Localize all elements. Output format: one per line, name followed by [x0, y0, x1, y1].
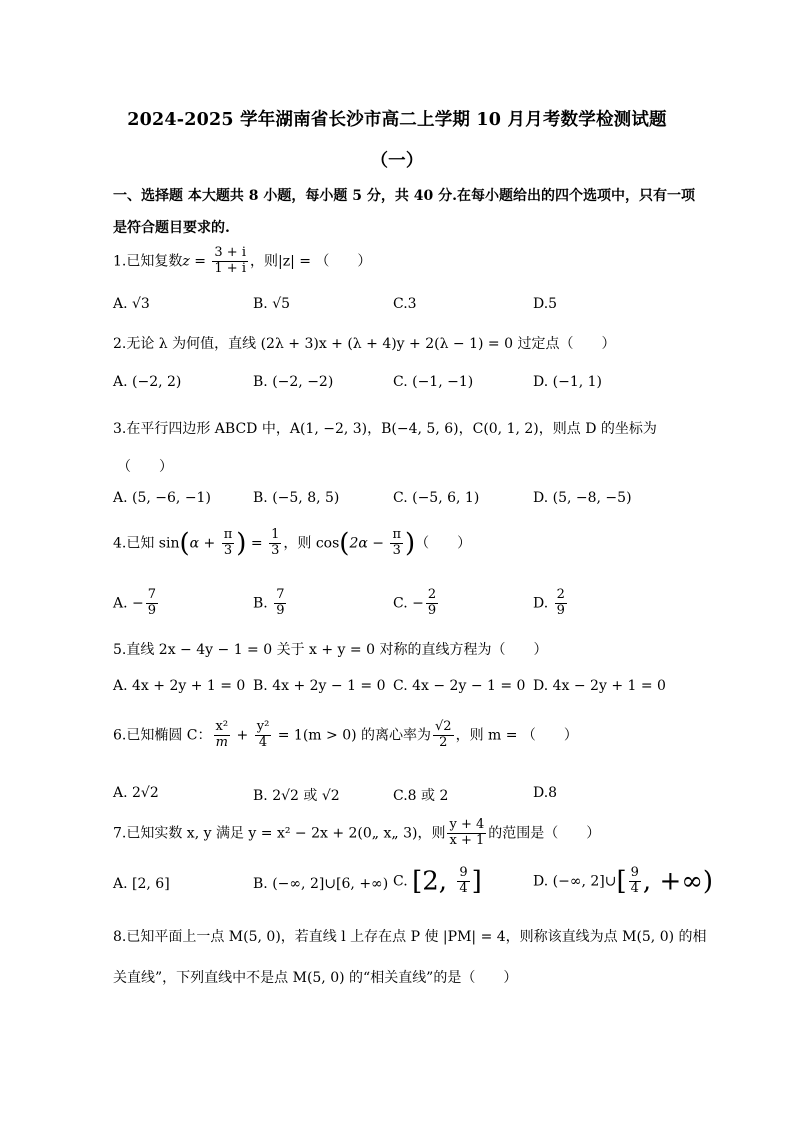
- question-8-stem: 8.已知平面上一点 M(5, 0)，若直线 l 上存在点 P 使 |PM| = 4，则称该直线为点 M(5, 0) 的相: [113, 929, 707, 945]
- question-6-stem: 6.已知椭圆 C： $\frac{\text{x²}}{m}$ + $\frac{\text{y²}}{4}$ = 1(m > 0) 的离心率为 $\frac{√2}{2}$ ，则 m = （ ）: [113, 719, 578, 750]
- question-1-option-c[interactable]: C.3: [393, 296, 417, 312]
- question-4-option-c[interactable]: C. − $\frac{2}{9}$: [393, 587, 437, 618]
- question-3-stem: 3.在平行四边形 ABCD 中，A(1, −2, 3)，B(−4, 5, 6)，C(0, 1, 2)，则点 D 的坐标为: [113, 421, 657, 437]
- question-7-stem: 7.已知实数 x, y 满足 y = x² − 2x + 2(0„ x„ 3)，则 $\frac{y + 4}{x + 1}$ 的范围是（ ）: [113, 817, 601, 848]
- question-6-option-b[interactable]: B. 2√2 或 √2: [253, 788, 340, 804]
- question-1-option-d[interactable]: D.5: [533, 296, 558, 312]
- question-4-option-a[interactable]: A. − $\frac{7}{9}$: [113, 587, 157, 618]
- question-5-option-b[interactable]: B. 4x + 2y − 1 = 0: [253, 678, 386, 694]
- fraction: $\frac{√2}{2}$: [435, 719, 452, 750]
- section-heading-cont: 是符合题目要求的.: [113, 220, 230, 236]
- question-2-option-b[interactable]: B. (−2, −2): [253, 374, 334, 390]
- question-5-option-d[interactable]: D. 4x − 2y + 1 = 0: [533, 678, 666, 694]
- question-2-option-a[interactable]: A. (−2, 2): [113, 374, 182, 390]
- question-4-option-d[interactable]: D. $\frac{2}{9}$: [533, 587, 565, 618]
- question-5-option-c[interactable]: C. 4x − 2y − 1 = 0: [393, 678, 526, 694]
- question-7-option-c[interactable]: C. [2, $\frac{9}{4}$ ]: [393, 865, 482, 897]
- exam-title: 2024-2025 学年湖南省长沙市高二上学期 10 月月考数学检测试题: [127, 110, 667, 130]
- section-heading: 一、选择题 本大题共 8 小题，每小题 5 分，共 40 分.在每小题给出的四个选项中，只有一项: [113, 188, 695, 204]
- question-1-option-a[interactable]: A. √3: [113, 296, 150, 312]
- question-1-stem: 1.已知复数z = $\frac{3 + i}{1 + i}$ ，则|z| = （ ）: [113, 245, 372, 276]
- fraction: $\frac{\text{y²}}{4}$: [256, 719, 270, 750]
- fraction: $\frac{\text{x²}}{m}$: [215, 719, 229, 750]
- question-4-stem: 4.已知 sin(α + $\frac{\pi}{3}$ ) = $\frac{1}{3}$ ，则 cos(2α − $\frac{\pi}{3}$ )（ ）: [113, 527, 472, 559]
- question-5-option-a[interactable]: A. 4x + 2y + 1 = 0: [113, 678, 246, 694]
- question-3-option-d[interactable]: D. (5, −8, −5): [533, 490, 632, 506]
- question-4-option-b[interactable]: B. $\frac{7}{9}$: [253, 587, 285, 618]
- question-3-option-b[interactable]: B. (−5, 8, 5): [253, 490, 340, 506]
- question-1-option-b[interactable]: B. √5: [253, 296, 291, 312]
- fraction: $\frac{\pi}{3}$: [392, 527, 401, 558]
- exam-subtitle: （一）: [370, 151, 424, 171]
- question-3-option-c[interactable]: C. (−5, 6, 1): [393, 490, 480, 506]
- question-7-option-b[interactable]: B. (−∞, 2]∪[6, +∞): [253, 876, 389, 892]
- question-8-stem-cont: 关直线”，下列直线中不是点 M(5, 0) 的“相关直线”的是（ ）: [113, 970, 518, 986]
- fraction: $\frac{y + 4}{x + 1}$: [449, 817, 485, 848]
- question-7-option-d[interactable]: D. (−∞, 2]∪[ $\frac{9}{4}$ , +∞): [533, 865, 714, 897]
- fraction: $\frac{1}{3}$: [271, 527, 280, 558]
- question-2-option-c[interactable]: C. (−1, −1): [393, 374, 474, 390]
- question-3-stem-cont: （ ）: [117, 459, 173, 475]
- question-5-stem: 5.直线 2x − 4y − 1 = 0 关于 x + y = 0 对称的直线方程为（ ）: [113, 642, 548, 658]
- question-6-option-d[interactable]: D.8: [533, 785, 558, 801]
- question-2-option-d[interactable]: D. (−1, 1): [533, 374, 602, 390]
- question-3-option-a[interactable]: A. (5, −6, −1): [113, 490, 211, 506]
- question-7-option-a[interactable]: A. [2, 6]: [113, 876, 170, 892]
- question-6-option-a[interactable]: A. 2√2: [113, 785, 159, 801]
- question-2-stem: 2.无论 λ 为何值，直线 (2λ + 3)x + (λ + 4)y + 2(λ − 1) = 0 过定点（ ）: [113, 336, 616, 352]
- fraction: $\frac{3 + i}{1 + i}$: [214, 245, 246, 276]
- question-6-option-c[interactable]: C.8 或 2: [393, 788, 449, 804]
- fraction: $\frac{\pi}{3}$: [223, 527, 233, 558]
